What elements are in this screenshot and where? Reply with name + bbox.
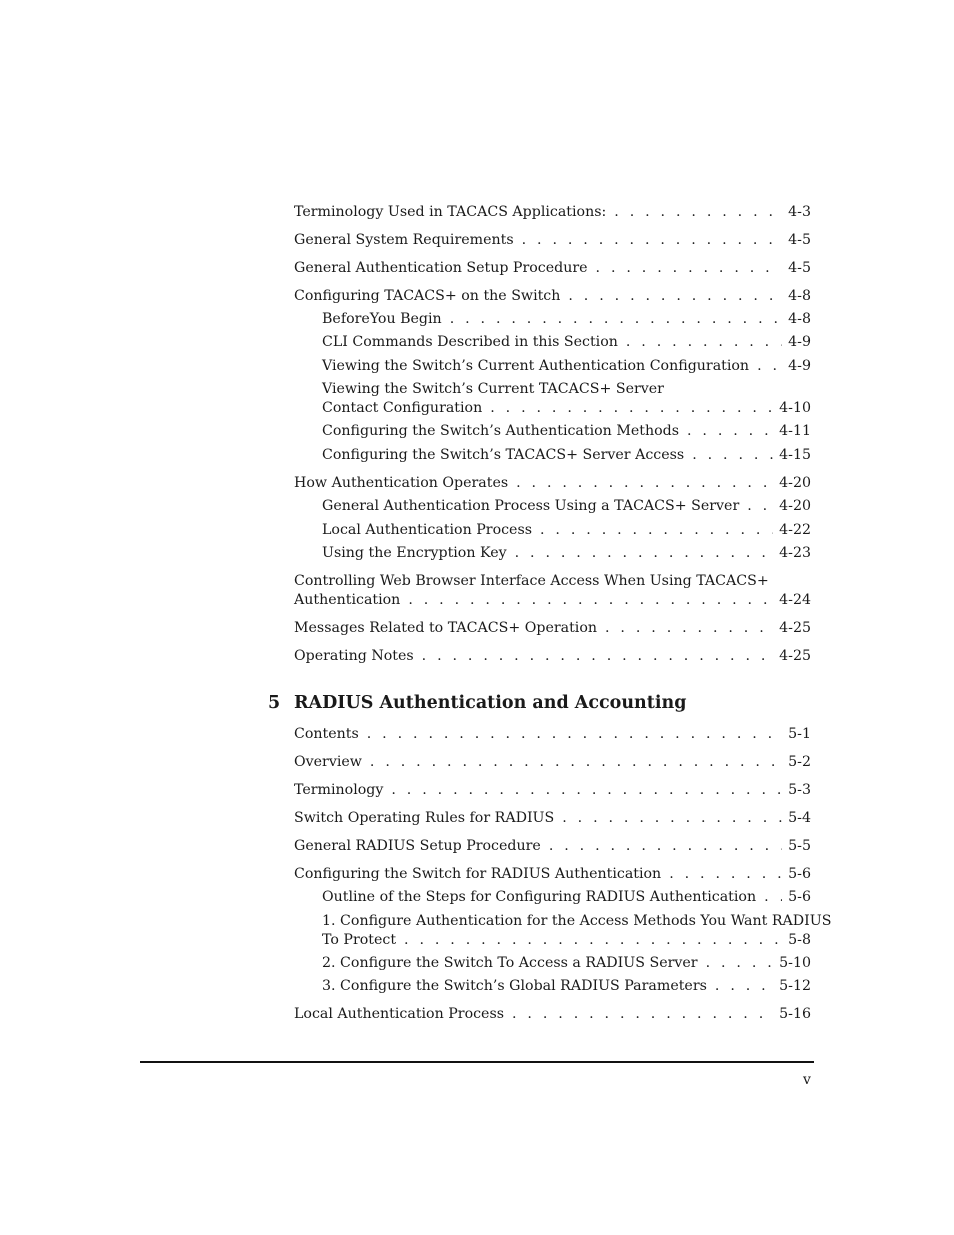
toc-subentry[interactable] bbox=[322, 521, 811, 540]
toc-entry[interactable] bbox=[294, 231, 811, 250]
toc-entry-page: 5-10 bbox=[779, 955, 811, 971]
toc-subentry[interactable] bbox=[322, 422, 811, 441]
footer-rule bbox=[140, 1061, 814, 1063]
toc-subentry[interactable] bbox=[322, 357, 811, 376]
dot-leader bbox=[370, 753, 782, 772]
dot-leader bbox=[568, 287, 782, 306]
toc-entry-page: 4-25 bbox=[779, 648, 811, 664]
dot-leader bbox=[614, 203, 782, 222]
page-number: v bbox=[803, 1072, 811, 1088]
toc-entry-title: CLI Commands Described in this Section bbox=[322, 334, 618, 350]
toc-entry-title: Local Authentication Process bbox=[294, 1006, 505, 1022]
toc-subentry[interactable] bbox=[322, 931, 811, 950]
toc-entry-title: Configuring TACACS+ on the Switch bbox=[294, 288, 561, 304]
dot-leader bbox=[706, 954, 774, 973]
toc-entry-title: Overview bbox=[294, 754, 362, 770]
chapter-heading[interactable] bbox=[268, 693, 686, 713]
toc-subentry-first-line[interactable]: Viewing the Switch’s Current TACACS+ Server bbox=[322, 381, 664, 397]
toc-entry-page: 4-25 bbox=[779, 620, 811, 636]
toc-subentry[interactable] bbox=[322, 310, 811, 329]
chapter-title: RADIUS Authentication and Accounting bbox=[294, 693, 687, 713]
dot-leader bbox=[687, 422, 773, 441]
toc-entry[interactable] bbox=[294, 259, 811, 278]
dot-leader bbox=[715, 977, 773, 996]
dot-leader bbox=[391, 781, 782, 800]
dot-leader bbox=[605, 619, 773, 638]
toc-entry-page: 4-24 bbox=[779, 592, 811, 608]
dot-leader bbox=[490, 399, 773, 418]
toc-entry[interactable] bbox=[294, 725, 811, 744]
dot-leader bbox=[512, 1005, 773, 1024]
dot-leader bbox=[757, 357, 782, 376]
toc-entry-title: Contents bbox=[294, 726, 359, 742]
toc-entry-page: 4-3 bbox=[788, 204, 811, 220]
toc-entry-page: 5-8 bbox=[788, 932, 811, 948]
dot-leader bbox=[367, 725, 782, 744]
toc-entry-title: BeforeYou Begin bbox=[322, 311, 442, 327]
toc-entry-title: Switch Operating Rules for RADIUS bbox=[294, 810, 555, 826]
dot-leader bbox=[422, 647, 773, 666]
chapter-number: 5 bbox=[268, 693, 281, 713]
toc-entry-title: Contact Configuration bbox=[322, 400, 483, 416]
toc-entry-title: Outline of the Steps for Configuring RADIUS Authentication bbox=[322, 889, 757, 905]
toc-entry-page: 4-15 bbox=[779, 447, 811, 463]
toc-entry-page: 4-20 bbox=[779, 475, 811, 491]
toc-entry[interactable] bbox=[294, 619, 811, 638]
toc-subentry[interactable] bbox=[322, 399, 811, 418]
toc-entry-page: 5-12 bbox=[779, 978, 811, 994]
toc-subentry[interactable] bbox=[322, 954, 811, 973]
toc-entry-page: 4-9 bbox=[788, 358, 811, 374]
toc-entry-page: 4-20 bbox=[779, 498, 811, 514]
toc-entry-title: Configuring the Switch’s Authentication Methods bbox=[322, 423, 679, 439]
toc-subentry[interactable] bbox=[322, 497, 811, 516]
toc-entry-page: 4-8 bbox=[788, 311, 811, 327]
toc-entry-page: 5-6 bbox=[788, 889, 811, 905]
toc-entry[interactable] bbox=[294, 865, 811, 884]
dot-leader bbox=[596, 259, 783, 278]
dot-leader bbox=[764, 888, 782, 907]
toc-entry-page: 5-2 bbox=[788, 754, 811, 770]
dot-leader bbox=[540, 521, 773, 540]
dot-leader bbox=[562, 809, 782, 828]
dot-leader bbox=[549, 837, 782, 856]
dot-leader bbox=[626, 333, 782, 352]
toc-entry-page: 5-1 bbox=[788, 726, 811, 742]
dot-leader bbox=[450, 310, 782, 329]
toc-entry-page: 4-5 bbox=[788, 232, 811, 248]
dot-leader bbox=[747, 497, 773, 516]
toc-entry-page: 5-5 bbox=[788, 838, 811, 854]
dot-leader bbox=[692, 446, 773, 465]
toc-entry-first-line[interactable]: Controlling Web Browser Interface Access When Using TACACS+ bbox=[294, 573, 769, 589]
toc-entry-title: Authentication bbox=[294, 592, 401, 608]
toc-entry[interactable] bbox=[294, 753, 811, 772]
toc-entry[interactable] bbox=[294, 203, 811, 222]
toc-entry-page: 4-10 bbox=[779, 400, 811, 416]
toc-entry[interactable] bbox=[294, 474, 811, 493]
toc-entry-title: 2. Configure the Switch To Access a RADIUS Server bbox=[322, 955, 698, 971]
toc-entry-page: 4-5 bbox=[788, 260, 811, 276]
toc-subentry[interactable] bbox=[322, 544, 811, 563]
toc-entry-title: General RADIUS Setup Procedure bbox=[294, 838, 541, 854]
toc-entry-page: 5-3 bbox=[788, 782, 811, 798]
toc-entry-title: General Authentication Process Using a TACACS+ Server bbox=[322, 498, 740, 514]
toc-entry-title: 3. Configure the Switch’s Global RADIUS Parameters bbox=[322, 978, 707, 994]
toc-entry-title: To Protect bbox=[322, 932, 397, 948]
toc-entry[interactable] bbox=[294, 781, 811, 800]
toc-entry-title: Local Authentication Process bbox=[322, 522, 533, 538]
toc-entry-title: Messages Related to TACACS+ Operation bbox=[294, 620, 598, 636]
toc-entry[interactable] bbox=[294, 591, 811, 610]
toc-subentry[interactable] bbox=[322, 888, 811, 907]
toc-entry-page: 5-4 bbox=[788, 810, 811, 826]
toc-entry-title: Viewing the Switch’s Current Authentication Configuration bbox=[322, 358, 750, 374]
dot-leader bbox=[404, 931, 782, 950]
toc-subentry-first-line[interactable]: 1. Configure Authentication for the Access Methods You Want RADIUS bbox=[322, 913, 832, 929]
toc-entry-page: 4-11 bbox=[779, 423, 811, 439]
dot-leader bbox=[515, 544, 774, 563]
toc-entry[interactable] bbox=[294, 1005, 811, 1024]
toc-entry-title: Configuring the Switch for RADIUS Authentication bbox=[294, 866, 662, 882]
toc-entry-page: 5-16 bbox=[779, 1006, 811, 1022]
toc-entry-title: Terminology bbox=[294, 782, 384, 798]
toc-entry[interactable] bbox=[294, 647, 811, 666]
toc-entry-title: How Authentication Operates bbox=[294, 475, 509, 491]
toc-entry-page: 5-6 bbox=[788, 866, 811, 882]
toc-entry-page: 4-23 bbox=[779, 545, 811, 561]
toc-entry-title: Configuring the Switch’s TACACS+ Server Access bbox=[322, 447, 685, 463]
toc-entry[interactable] bbox=[294, 809, 811, 828]
toc-entry-page: 4-8 bbox=[788, 288, 811, 304]
toc-entry[interactable] bbox=[294, 287, 811, 306]
toc-entry-page: 4-22 bbox=[779, 522, 811, 538]
toc-subentry[interactable] bbox=[322, 977, 811, 996]
toc-subentry[interactable] bbox=[322, 333, 811, 352]
dot-leader bbox=[408, 591, 773, 610]
dot-leader bbox=[516, 474, 773, 493]
toc-entry-title: Using the Encryption Key bbox=[322, 545, 507, 561]
toc-entry-title: General Authentication Setup Procedure bbox=[294, 260, 588, 276]
dot-leader bbox=[522, 231, 783, 250]
toc-entry-title: General System Requirements bbox=[294, 232, 514, 248]
dot-leader bbox=[669, 865, 782, 884]
toc-entry-page: 4-9 bbox=[788, 334, 811, 350]
toc-entry-title: Operating Notes bbox=[294, 648, 414, 664]
toc-subentry[interactable] bbox=[322, 446, 811, 465]
toc-entry[interactable] bbox=[294, 837, 811, 856]
toc-entry-title: Terminology Used in TACACS Applications: bbox=[294, 204, 607, 220]
